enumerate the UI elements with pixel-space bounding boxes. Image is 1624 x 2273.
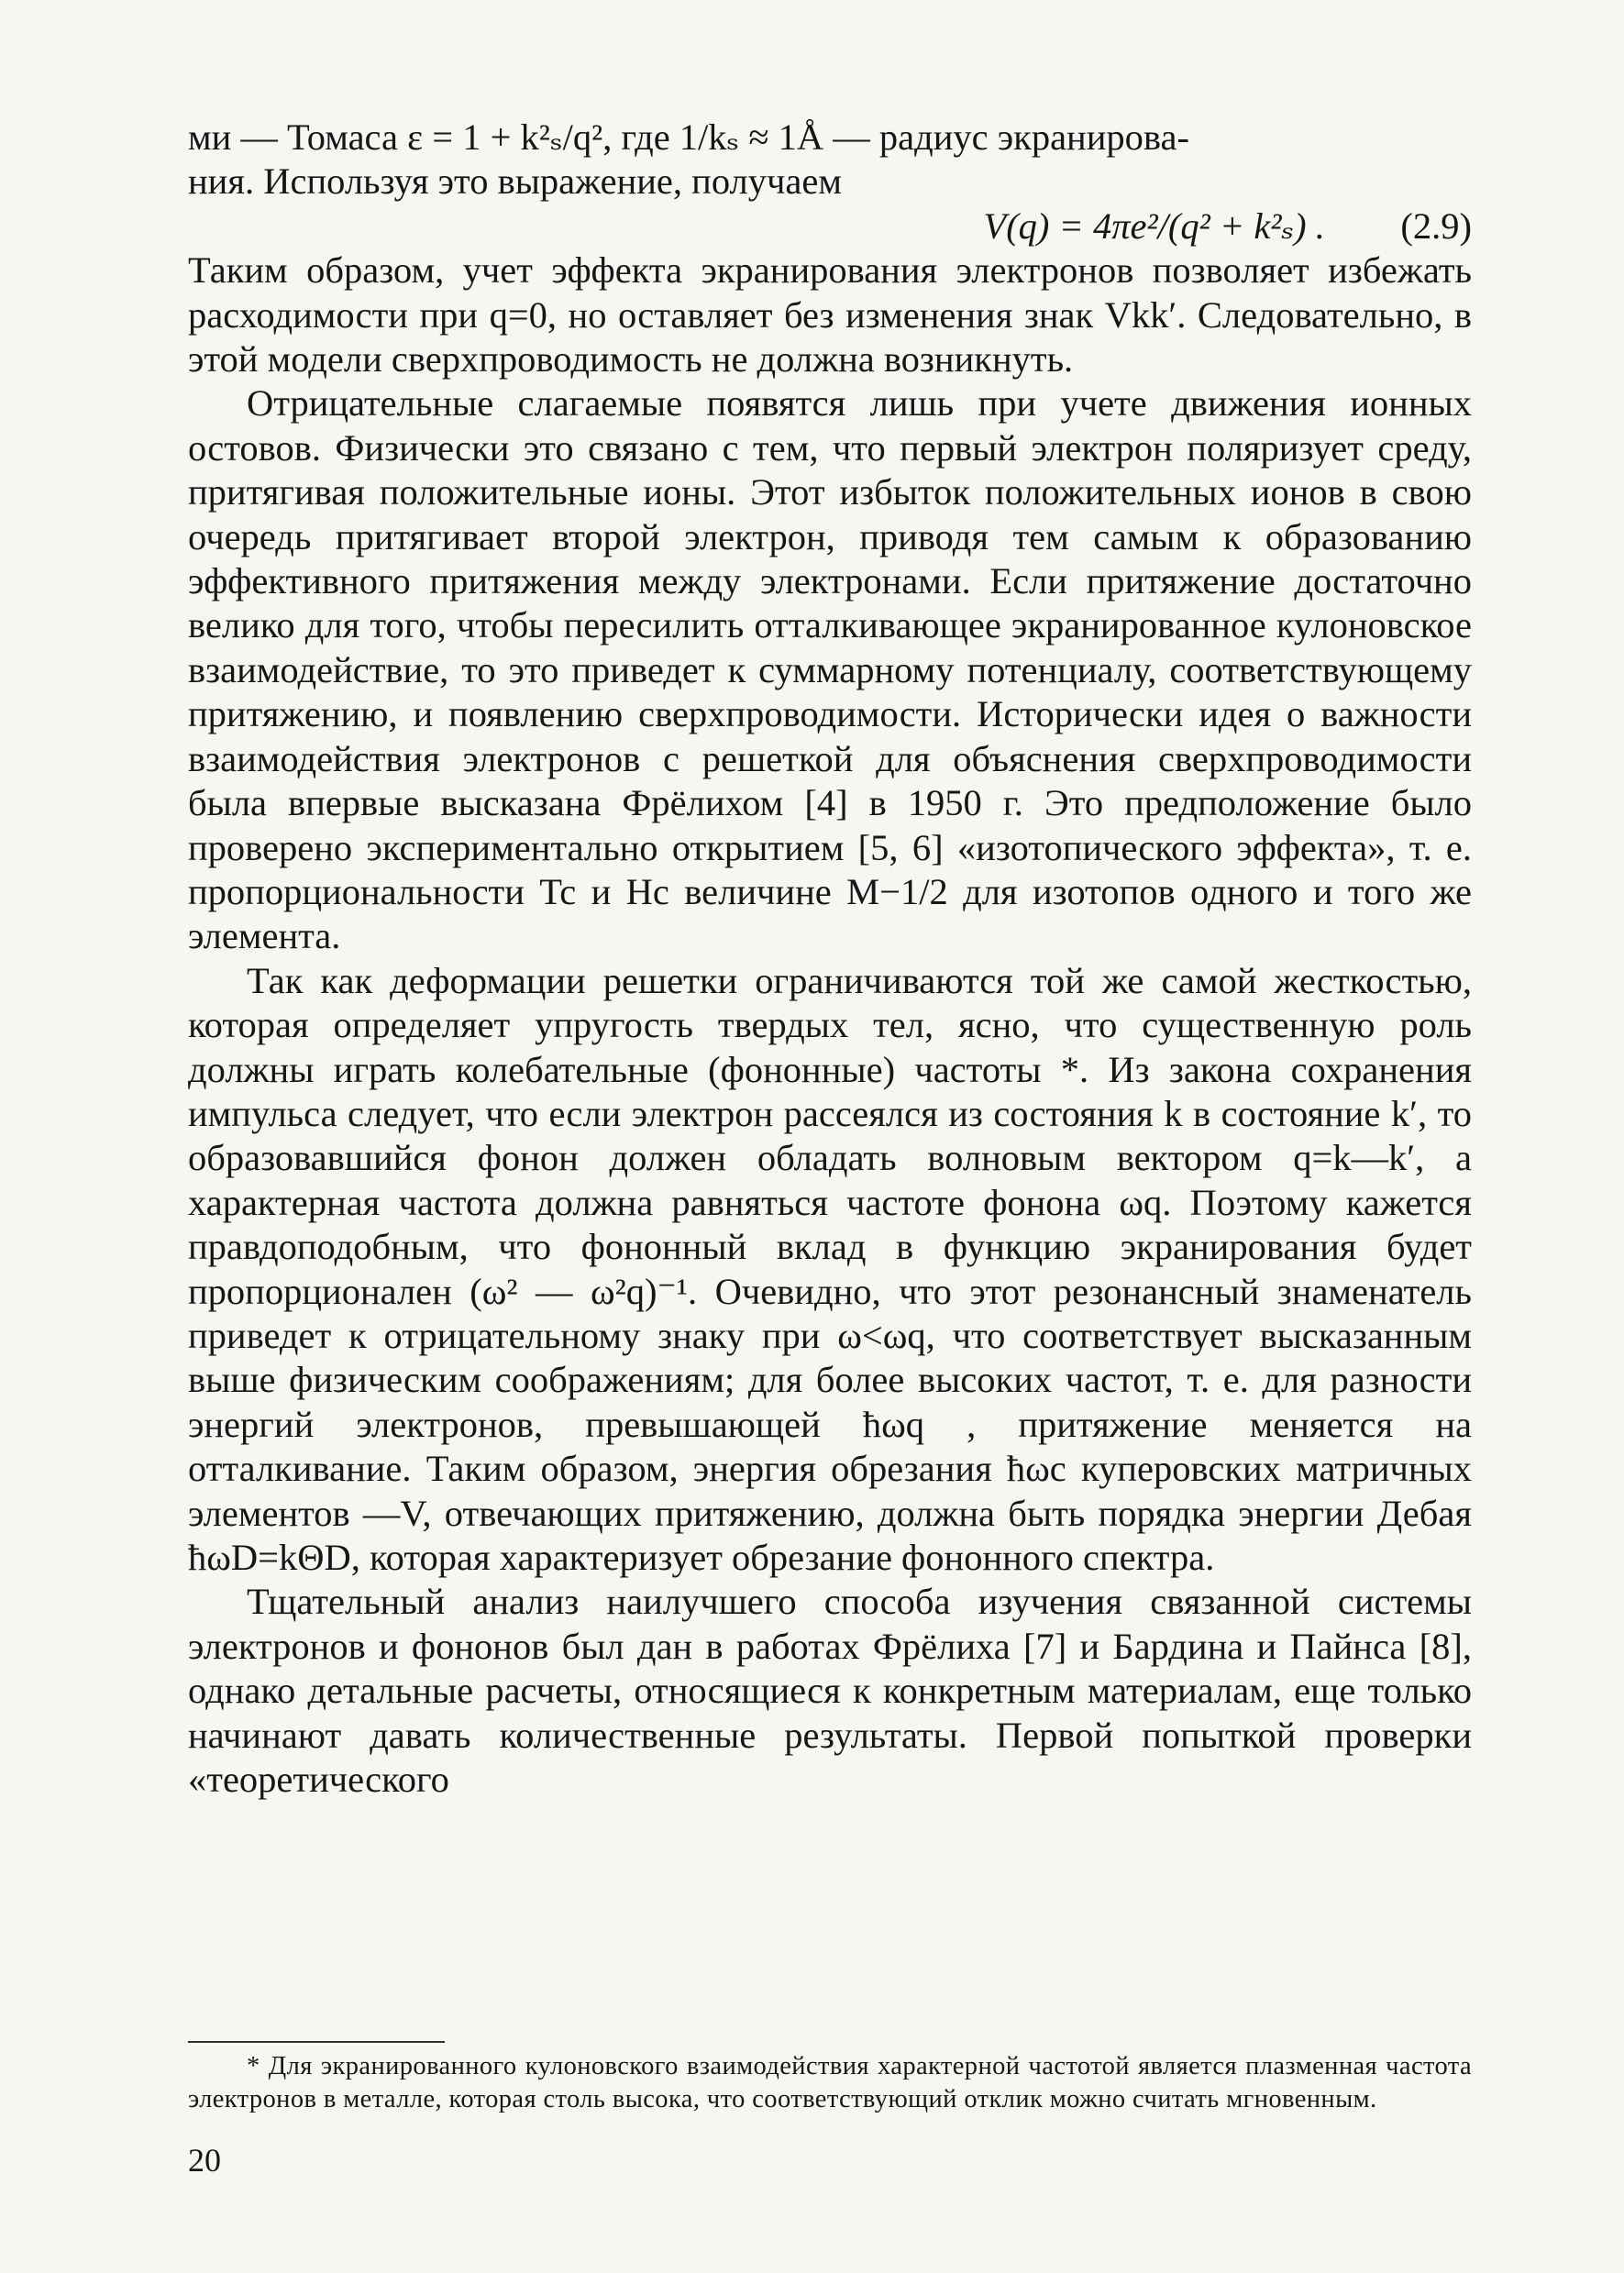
paragraph-analysis: Тщательный анализ наилучшего способа изучения связанной системы электронов и фононов был дан в работах Фрёлиха [7] и Бардина и Пайнса [8], однако детальные расчеты, относящиеся к конкретным материалам, еще только начинают давать количественные результаты. Первой попыткой проверки «теоретического	[188, 1581, 1472, 1801]
equation-2-9	[188, 204, 1472, 248]
page-number: 20	[188, 2142, 221, 2179]
paragraph-ion-motion: Отрицательные слагаемые появятся лишь при учете движения ионных остовов. Физически это связано с тем, что первый электрон поляризует среду, притягивая положительные ионы. Этот избыток положительных ионов в свою очередь притягивает второй электрон, приводя тем самым к образованию эффективного притяжения между электронами. Если притяжение достаточно велико для того, чтобы пересилить отталкивающее экранированное кулоновское взаимодействие, то это приведет к суммарному потенциалу, соответствующему притяжению, и появлению сверхпроводимости. Исторически идея о важности взаимодействия электронов с решеткой для объяснения сверхпроводимости была впервые высказана Фрёлихом [4] в 1950 г. Это предположение было проверено экспериментально открытием [5, 6] «изотопического эффекта», т. е. пропорциональности Tc и Hc величине M−1/2 для изотопов одного и того же элемента.	[188, 382, 1472, 957]
footnote: * Для экранированного кулоновского взаимодействия характерной частотой является плазменная частота электронов в металле, которая столь высока, что соответствующий отклик можно считать мгновенным.	[188, 2052, 1472, 2113]
footnote-separator	[188, 2041, 445, 2043]
paragraph-continuation-line-1: ми — Томаса ε = 1 + k²ₛ/q², где 1/kₛ ≈ 1Å — радиус экранирова-	[188, 116, 1189, 158]
paragraph-screening: Таким образом, учет эффекта экранирования электронов позволяет избежать расходимости при q=0, но оставляет без изменения знак Vkk′. Следовательно, в этой модели сверхпроводимость не должна возникнуть.	[188, 249, 1472, 381]
main-text	[188, 116, 1472, 1802]
paragraph-continuation-line-2: ния. Используя это выражение, получаем	[188, 160, 842, 203]
paragraph-phonon-frequencies: Так как деформации решетки ограничиваются той же самой жесткостью, которая определяет упругость твердых тел, ясно, что существенную роль должны играть колебательные (фононные) частоты *. Из закона сохранения импульса следует, что если электрон рассеялся из состояния k в состояние k′, то образовавшийся фонон должен обладать волновым вектором q=k—k′, а характерная частота должна равняться частоте фонона ωq. Поэтому кажется правдоподобным, что фононный вклад в функцию экранирования будет пропорционален (ω² — ω²q)⁻¹. Очевидно, что этот резонансный знаменатель приведет к отрицательному знаку при ω<ωq, что соответствует высказанным выше физическим соображениям; для более высоких частот, т. е. для разности энергий электронов, превышающей ħωq , притяжение меняется на отталкивание. Таким образом, энергия обрезания ħωc куперовских матричных элементов —V, отвечающих притяжению, должна быть порядка энергии Дебая ħωD=kΘD, которая характеризует обрезание фононного спектра.	[188, 959, 1472, 1578]
equation-formula: V(q) = 4πe²/(q² + k²ₛ) .	[983, 204, 1325, 247]
equation-number: (2.9)	[1400, 204, 1472, 247]
